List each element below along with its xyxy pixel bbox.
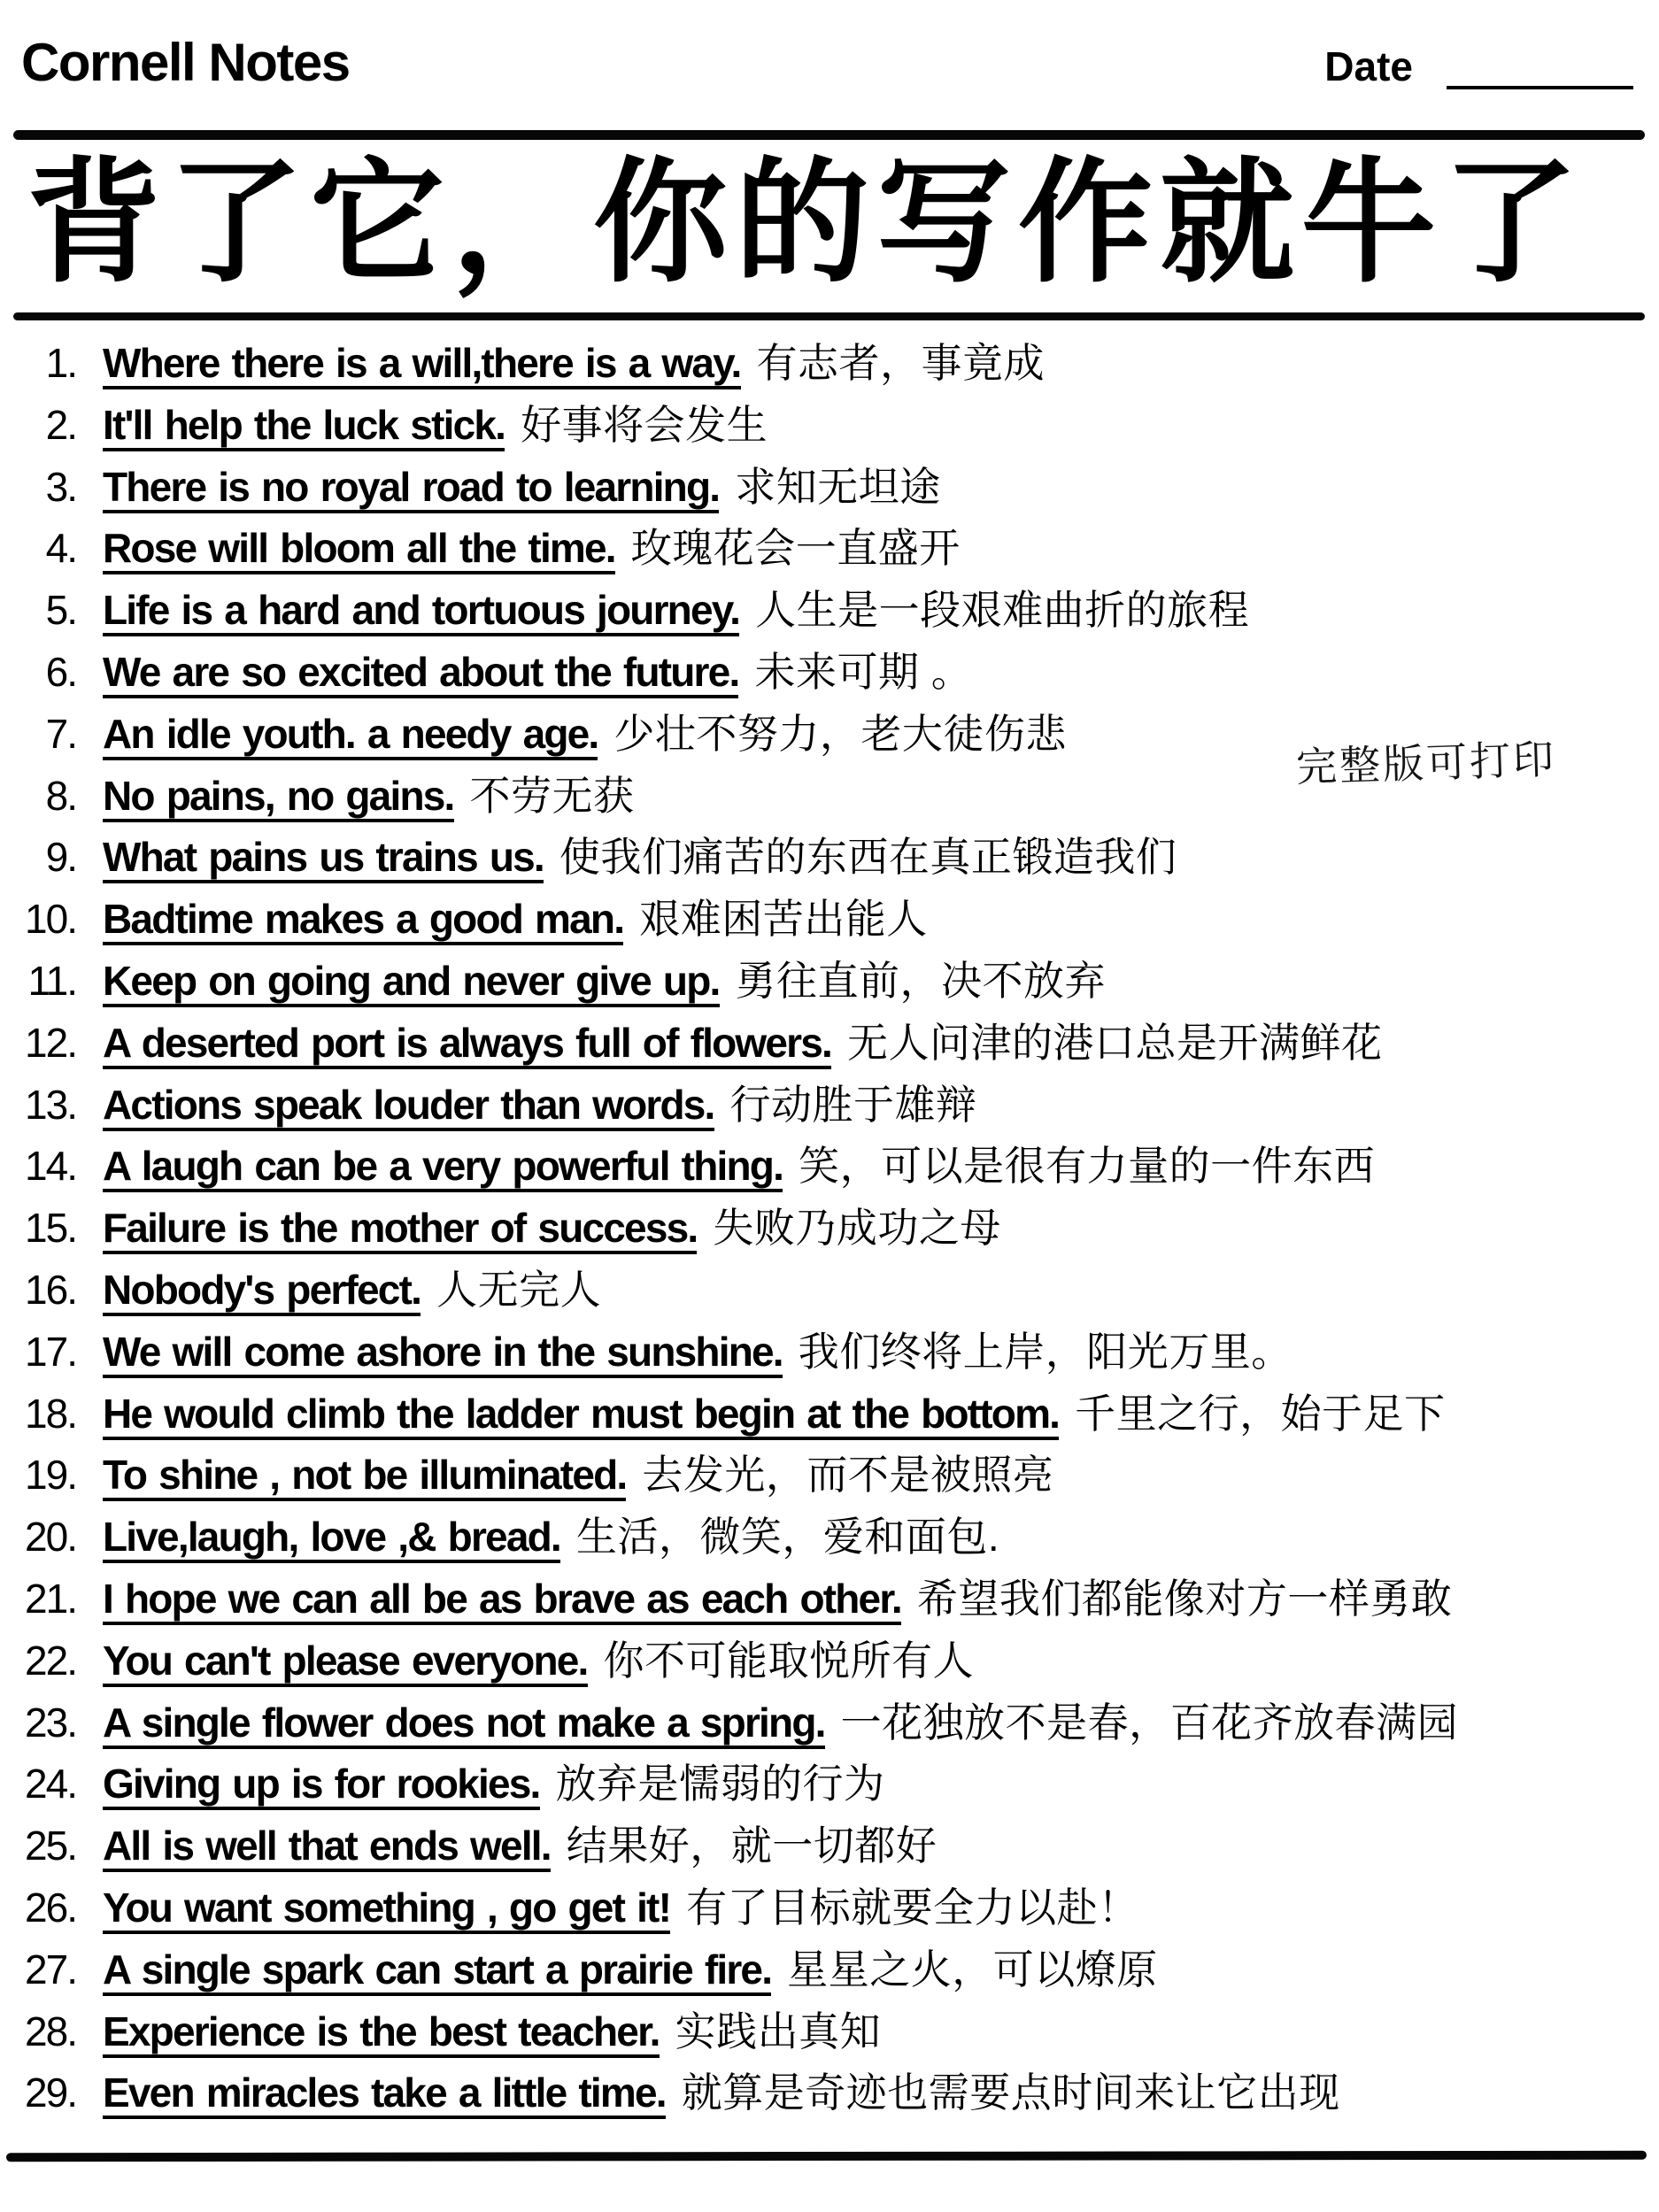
english-phrase: He would climb the ladder must begin at the bottom. — [103, 1391, 1059, 1440]
list-item — [23, 951, 1659, 1013]
chinese-translation: 一花独放不是春，百花齐放春满园 — [840, 1699, 1459, 1746]
english-phrase: Live,laugh, love ,& bread. — [103, 1514, 560, 1563]
english-phrase: Where there is a will,there is a way. — [103, 340, 741, 389]
page-title: Cornell Notes — [21, 33, 350, 92]
english-phrase: Keep on going and never give up. — [103, 958, 720, 1007]
item-number: 23. — [25, 1699, 76, 1746]
list-item — [23, 642, 1659, 704]
english-phrase: All is well that ends well. — [103, 1823, 551, 1872]
chinese-translation: 人无完人 — [436, 1266, 602, 1313]
chinese-translation: 就算是奇迹也需要点时间来让它出现 — [681, 2069, 1340, 2116]
english-phrase: Actions speak louder than words. — [103, 1082, 714, 1131]
english-phrase: There is no royal road to learning. — [103, 464, 719, 513]
english-phrase: Nobody's perfect. — [103, 1267, 421, 1316]
chinese-translation: 玫瑰花会一直盛开 — [630, 525, 961, 572]
list-item — [23, 1198, 1659, 1260]
list-item — [23, 1136, 1659, 1198]
english-phrase: We will come ashore in the sunshine. — [103, 1329, 783, 1378]
english-phrase: No pains, no gains. — [103, 773, 454, 822]
english-phrase: Life is a hard and tortuous journey. — [103, 587, 739, 636]
chinese-translation: 结果好，就一切都好 — [566, 1823, 938, 1869]
item-number: 28. — [25, 2008, 76, 2054]
english-phrase: It'll help the luck stick. — [103, 402, 505, 451]
item-number: 11. — [27, 957, 76, 1004]
chinese-translation: 你不可能取悦所有人 — [603, 1637, 975, 1684]
phrase-list — [23, 333, 1659, 2124]
chinese-translation: 希望我们都能像对方一样勇敢 — [916, 1575, 1453, 1622]
chinese-translation: 放弃是懦弱的行为 — [555, 1761, 885, 1807]
date-label: Date — [1324, 43, 1413, 89]
item-number: 10. — [25, 896, 76, 943]
list-item — [23, 395, 1659, 457]
chinese-translation: 有了目标就要全力以赴！ — [686, 1884, 1139, 1931]
item-number: 15. — [25, 1205, 76, 1252]
main-title: 背了它，你的写作就牛了 — [27, 148, 1585, 298]
chinese-translation: 千里之行，始于足下 — [1075, 1390, 1446, 1437]
item-number: 3. — [45, 463, 76, 510]
item-number: 20. — [25, 1514, 76, 1561]
printable-version-note: 完整版可打印 — [1295, 736, 1557, 790]
item-number: 22. — [25, 1637, 76, 1684]
chinese-translation: 实践出真知 — [675, 2008, 882, 2054]
english-phrase: Giving up is for rookies. — [103, 1761, 540, 1810]
list-item — [23, 333, 1659, 395]
chinese-translation: 好事将会发生 — [521, 401, 768, 448]
item-number: 14. — [25, 1143, 76, 1190]
list-item — [23, 2001, 1659, 2063]
list-item — [23, 1507, 1659, 1568]
english-phrase: A single spark can start a prairie fire. — [103, 1946, 771, 1996]
chinese-translation: 笑，可以是很有力量的一件东西 — [799, 1143, 1376, 1190]
list-item — [23, 2062, 1659, 2124]
item-number: 7. — [45, 710, 76, 757]
chinese-translation: 使我们痛苦的东西在真正锻造我们 — [559, 834, 1177, 881]
english-phrase: We are so excited about the future. — [103, 649, 738, 698]
chinese-translation: 失败乃成功之母 — [713, 1205, 1001, 1252]
divider-bottom — [6, 2151, 1647, 2162]
item-number: 25. — [25, 1823, 76, 1869]
divider-under-title — [13, 312, 1645, 320]
list-item — [23, 457, 1659, 519]
english-phrase: Experience is the best teacher. — [103, 2008, 660, 2058]
chinese-translation: 行动胜于雄辩 — [729, 1081, 977, 1128]
english-phrase: A laugh can be a very powerful thing. — [103, 1143, 783, 1192]
list-item — [23, 1383, 1659, 1445]
english-phrase: Rose will bloom all the time. — [103, 525, 615, 574]
english-phrase: Failure is the mother of success. — [103, 1205, 697, 1254]
list-item — [23, 1753, 1659, 1815]
chinese-translation: 少壮不努力，老大徒伤悲 — [613, 710, 1067, 757]
date-field — [1324, 42, 1633, 90]
item-number: 8. — [45, 772, 76, 819]
list-item — [23, 1445, 1659, 1507]
item-number: 27. — [25, 1946, 76, 1992]
list-item — [23, 1013, 1659, 1075]
english-phrase: Badtime makes a good man. — [103, 896, 623, 945]
english-phrase: I hope we can all be as brave as each other. — [103, 1576, 901, 1625]
chinese-translation: 未来可期 。 — [754, 648, 973, 695]
chinese-translation: 求知无坦途 — [735, 463, 941, 510]
item-number: 1. — [45, 340, 76, 386]
english-phrase: You want something , go get it! — [103, 1884, 670, 1934]
item-number: 18. — [25, 1390, 76, 1437]
list-item — [23, 1630, 1659, 1692]
item-number: 9. — [45, 834, 76, 881]
chinese-translation: 不劳无获 — [469, 772, 635, 819]
list-item — [23, 1877, 1659, 1939]
chinese-translation: 去发光，而不是被照亮 — [642, 1452, 1054, 1499]
item-number: 26. — [25, 1884, 76, 1931]
chinese-translation: 艰难困苦出能人 — [639, 896, 928, 943]
list-item — [23, 827, 1659, 889]
list-item — [23, 1568, 1659, 1630]
item-number: 6. — [45, 648, 76, 695]
list-item — [23, 580, 1659, 642]
list-item — [23, 889, 1659, 951]
english-phrase: Even miracles take a little time. — [103, 2069, 666, 2119]
item-number: 29. — [25, 2069, 76, 2116]
item-number: 13. — [25, 1081, 76, 1128]
item-number: 19. — [25, 1452, 76, 1499]
list-item — [23, 1260, 1659, 1322]
date-blank-line — [1447, 50, 1633, 89]
list-item — [23, 1692, 1659, 1754]
chinese-translation: 无人问津的港口总是开满鲜花 — [847, 1019, 1383, 1066]
item-number: 16. — [25, 1266, 76, 1313]
list-item — [23, 1322, 1659, 1383]
item-number: 12. — [25, 1019, 76, 1066]
chinese-translation: 星星之火，可以燎原 — [787, 1946, 1158, 1992]
english-phrase: To shine , not be illuminated. — [103, 1452, 626, 1501]
chinese-translation: 勇往直前，决不放弃 — [735, 957, 1106, 1004]
english-phrase: A deserted port is always full of flowers. — [103, 1020, 831, 1069]
chinese-translation: 人生是一段艰难曲折的旅程 — [755, 587, 1250, 634]
english-phrase: What pains us trains us. — [103, 834, 544, 883]
chinese-translation: 有志者，事竟成 — [756, 340, 1046, 386]
item-number: 24. — [25, 1761, 76, 1807]
item-number: 4. — [45, 525, 76, 572]
english-phrase: You can't please everyone. — [103, 1638, 588, 1687]
chinese-translation: 我们终将上岸，阳光万里。 — [798, 1328, 1292, 1375]
item-number: 5. — [45, 587, 76, 634]
english-phrase: A single flower does not make a spring. — [103, 1699, 825, 1749]
item-number: 2. — [45, 401, 76, 448]
item-number: 17. — [25, 1328, 76, 1375]
list-item — [23, 1815, 1659, 1877]
list-item — [23, 1075, 1659, 1137]
english-phrase: An idle youth. a needy age. — [103, 711, 598, 760]
item-number: 21. — [25, 1575, 76, 1622]
list-item — [23, 1939, 1659, 2001]
chinese-translation: 生活，微笑，爱和面包. — [575, 1514, 1000, 1561]
list-item — [23, 518, 1659, 580]
